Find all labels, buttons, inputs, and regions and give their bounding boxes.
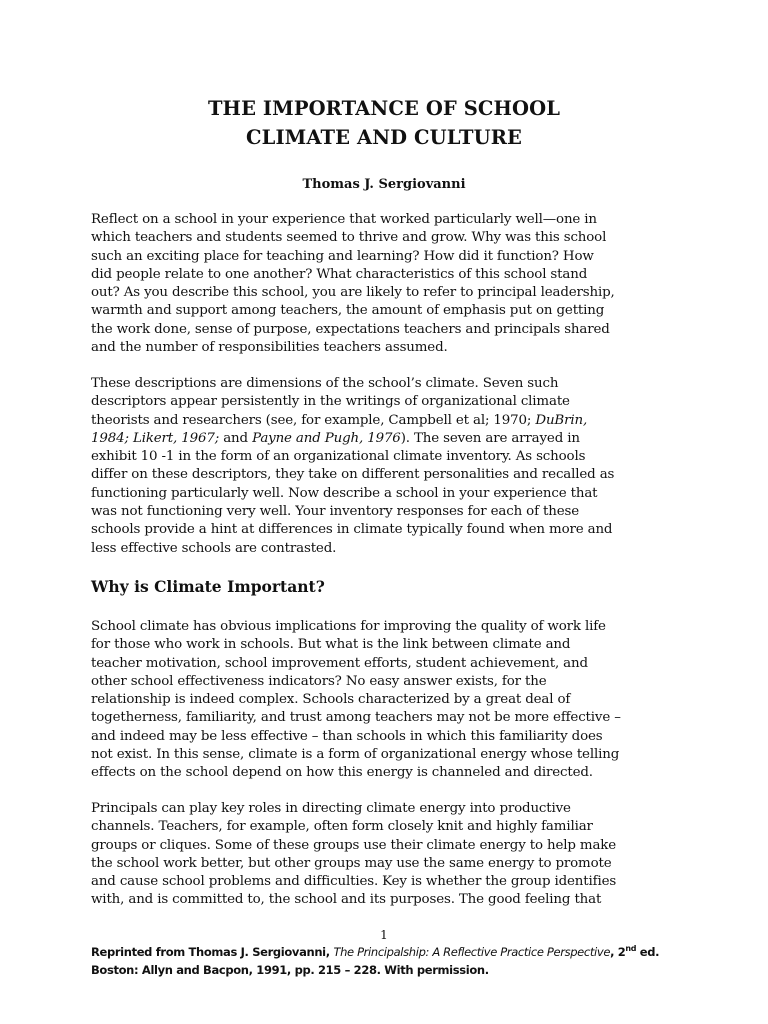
paragraph-line: differ on these descriptors, they take on different personalities and recalled as [91,467,615,483]
book-title: The Principalship: A Reflective Practice Perspective [333,945,611,959]
citation-italic: 1984; Likert, 1967; [91,430,220,446]
paragraph-line: relationship is indeed complex. Schools characterized by a great deal of [91,692,571,708]
paragraph-line: togetherness, familiarity, and trust among teachers may not be more effective – [91,710,621,726]
paragraph-line: such an exciting place for teaching and learning? How did it function? How [91,248,594,264]
paragraph-line: was not functioning very well. Your inventory responses for each of these [91,504,579,520]
paragraph-line: and the number of responsibilities teachers assumed. [91,340,448,356]
title-line-1: THE IMPORTANCE OF SCHOOL [207,97,561,120]
paragraph-line: which teachers and students seemed to thrive and grow. Why was this school [91,230,607,246]
paragraph-line: Principals can play key roles in directing climate energy into productive [91,801,571,816]
citation-prefix: Reprinted from Thomas J. Sergiovanni, [91,945,334,959]
paragraph-line: channels. Teachers, for example, often form closely knit and highly familiar [91,819,593,835]
citation-italic: Payne and Pugh, 1976 [252,430,401,446]
paragraph-line [91,430,691,448]
paragraph-line: the work done, sense of purpose, expectations teachers and principals shared [91,321,610,337]
paragraph-line: the school work better, but other groups may use the same energy to promote [91,855,612,871]
edition-number: , 2 [610,945,626,959]
paragraph-line: warmth and support among teachers, the amount of emphasis put on getting [91,303,605,319]
text-run: and [219,430,253,446]
paragraph-line: less effective schools are contrasted. [91,540,337,556]
paragraph-line: Reflect on a school in your experience that worked particularly well—one in [91,212,597,227]
citation-line-2: Boston: Allyn and Bacpon, 1991, pp. 215 – 228. With permission. [91,962,489,977]
paragraph-line: functioning particularly well. Now describe a school in your experience that [91,485,598,501]
page-number: 1 [380,928,388,942]
paragraph-line: other school effectiveness indicators? No easy answer exists, for the [91,673,547,689]
paragraph-descriptions [91,375,691,558]
paragraph-line: with, and is committed to, the school and its purposes. The good feeling that [91,892,602,908]
paragraph-line: teacher motivation, school improvement efforts, student achievement, and [91,655,588,671]
paragraph-line: schools provide a hint at differences in climate typically found when more and [91,522,613,538]
paragraph-line: did people relate to one another? What characteristics of this school stand [91,266,588,282]
text-run: ). The seven are arrayed in [400,430,580,446]
paragraph-line [91,412,691,430]
paragraph-line: descriptors appear persistently in the writings of organizational climate [91,394,570,410]
edition-superscript: nd [625,944,637,954]
paragraph-line: exhibit 10 -1 in the form of an organizational climate inventory. As schools [91,449,586,465]
section-heading: Why is Climate Important? [91,577,325,596]
paragraph-principals [91,800,691,910]
paragraph-reflect [91,211,691,357]
edition-suffix: ed. [636,945,660,959]
paragraph-line: School climate has obvious implications for improving the quality of work life [91,619,606,634]
footer-citation [91,944,711,979]
paragraph-line: not exist. In this sense, climate is a form of organizational energy whose telling [91,747,620,763]
paragraph-climate [91,618,691,783]
paragraph-line: and cause school problems and difficulties. Key is whether the group identifies [91,874,617,890]
title-line-2: CLIMATE AND CULTURE [246,126,522,149]
author-name: Thomas J. Sergiovanni [302,177,466,192]
paragraph-line: groups or cliques. Some of these groups use their climate energy to help make [91,837,617,853]
citation-line-1 [91,944,711,962]
paragraph-line: effects on the school depend on how this energy is channeled and directed. [91,765,593,781]
text-run: theorists and researchers (see, for example, Campbell et al; 1970; [91,412,536,428]
paragraph-line: and indeed may be less effective – than schools in which this familiarity does [91,728,603,744]
document-title [0,94,768,152]
citation-italic: DuBrin, [535,412,588,428]
paragraph-line: These descriptions are dimensions of the school’s climate. Seven such [91,376,559,391]
paragraph-line: for those who work in schools. But what is the link between climate and [91,637,571,653]
paragraph-line: out? As you describe this school, you are likely to refer to principal leadership, [91,285,615,301]
